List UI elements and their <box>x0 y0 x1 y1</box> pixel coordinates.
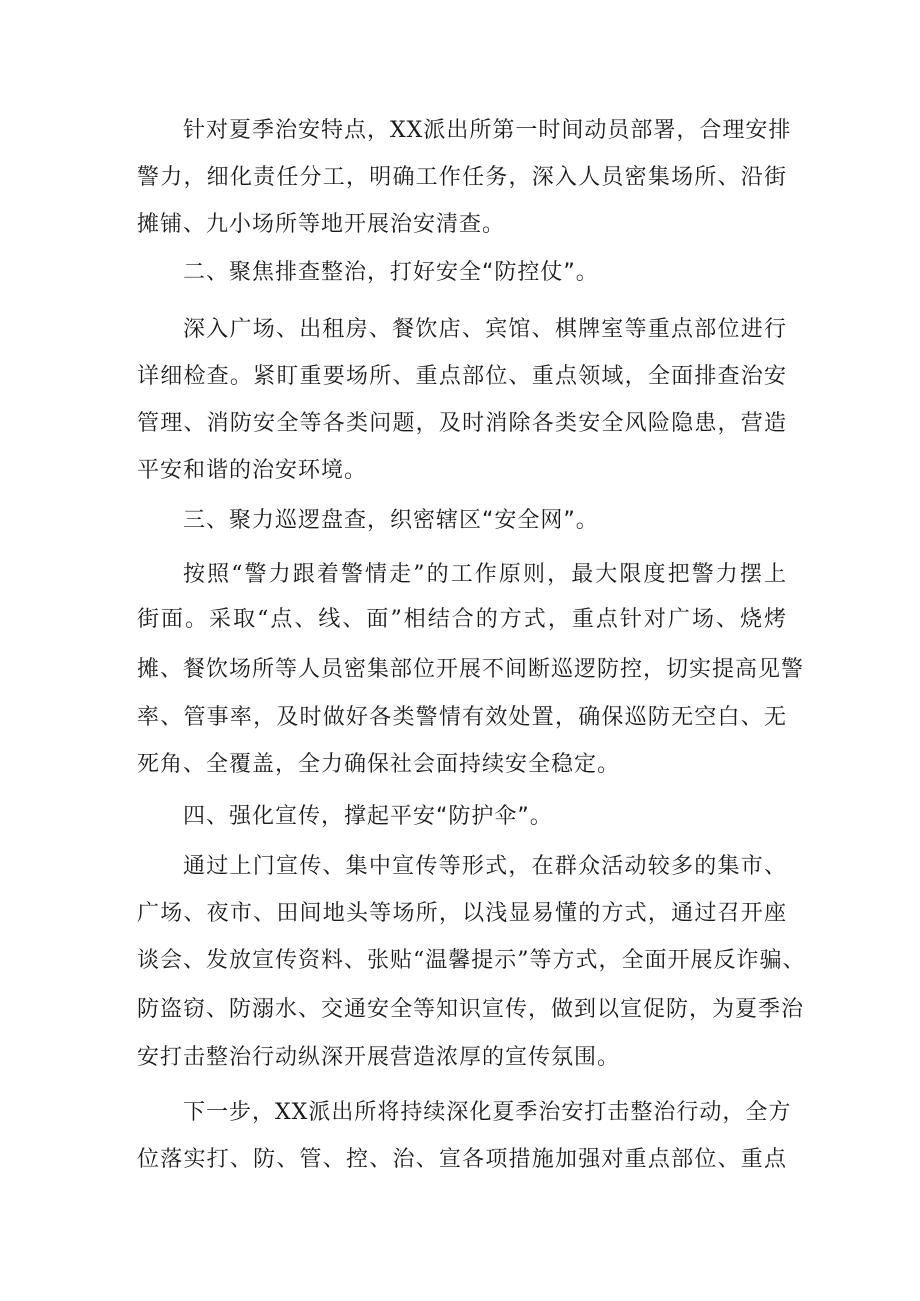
section-heading-3: 三、聚力巡逻盘查，织密辖区“安全网”。 <box>183 508 599 533</box>
paragraph-2-line-1: 深入广场、出租房、餐饮店、宾馆、棋牌室等重点部位进行 <box>183 317 787 342</box>
paragraph-3-line-4: 率、管事率，及时做好各类警情有效处置，确保巡防无空白、无 <box>137 705 787 730</box>
paragraph-2-line-2: 详细检查。紧盯重要场所、重点部位、重点领域，全面排查治安 <box>137 364 787 389</box>
section-heading-4: 四、强化宣传，撑起平安“防护伞”。 <box>183 804 553 829</box>
paragraph-5-line-2: 位落实打、防、管、控、治、宣各项措施加强对重点部位、重点 <box>137 1147 787 1172</box>
paragraph-3-line-5: 死角、全覆盖，全力确保社会面持续安全稳定。 <box>137 752 621 777</box>
paragraph-2-line-3: 管理、消防安全等各类问题，及时消除各类安全风险隐患，营造 <box>137 411 787 436</box>
paragraph-1-line-2: 警力，细化责任分工，明确工作任务，深入人员密集场所、沿街 <box>137 165 787 190</box>
paragraph-4-line-5: 安打击整治行动纵深开展营造浓厚的宣传氛围。 <box>137 1045 621 1070</box>
paragraph-2-line-4: 平安和谐的治安环境。 <box>137 458 368 483</box>
paragraph-3-line-1: 按照“警力跟着警情走”的工作原则，最大限度把警力摆上 <box>183 562 787 587</box>
paragraph-4-line-3: 谈会、发放宣传资料、张贴“温馨提示”等方式，全面开展反诈骗、 <box>137 948 806 973</box>
section-heading-2: 二、聚焦排查整治，打好安全“防控仗”。 <box>183 260 599 285</box>
paragraph-1-line-1: 针对夏季治安特点，XX派出所第一时间动员部署，合理安排 <box>183 118 792 143</box>
paragraph-4-line-4: 防盗窃、防溺水、交通安全等知识宣传，做到以宣促防，为夏季治 <box>137 997 805 1022</box>
paragraph-4-line-2: 广场、夜市、田间地头等场所，以浅显易懂的方式，通过召开座 <box>137 901 787 926</box>
paragraph-5-line-1: 下一步，XX派出所将持续深化夏季治安打击整治行动，全方 <box>183 1100 792 1125</box>
paragraph-4-line-1: 通过上门宣传、集中宣传等形式，在群众活动较多的集市、 <box>183 854 787 879</box>
paragraph-1-line-3: 摊铺、九小场所等地开展治安清查。 <box>137 212 506 237</box>
paragraph-3-line-3: 摊、餐饮场所等人员密集部位开展不间断巡逻防控，切实提高见警 <box>137 657 805 682</box>
paragraph-3-line-2: 街面。采取“点、线、面”相结合的方式，重点针对广场、烧烤 <box>137 607 787 632</box>
